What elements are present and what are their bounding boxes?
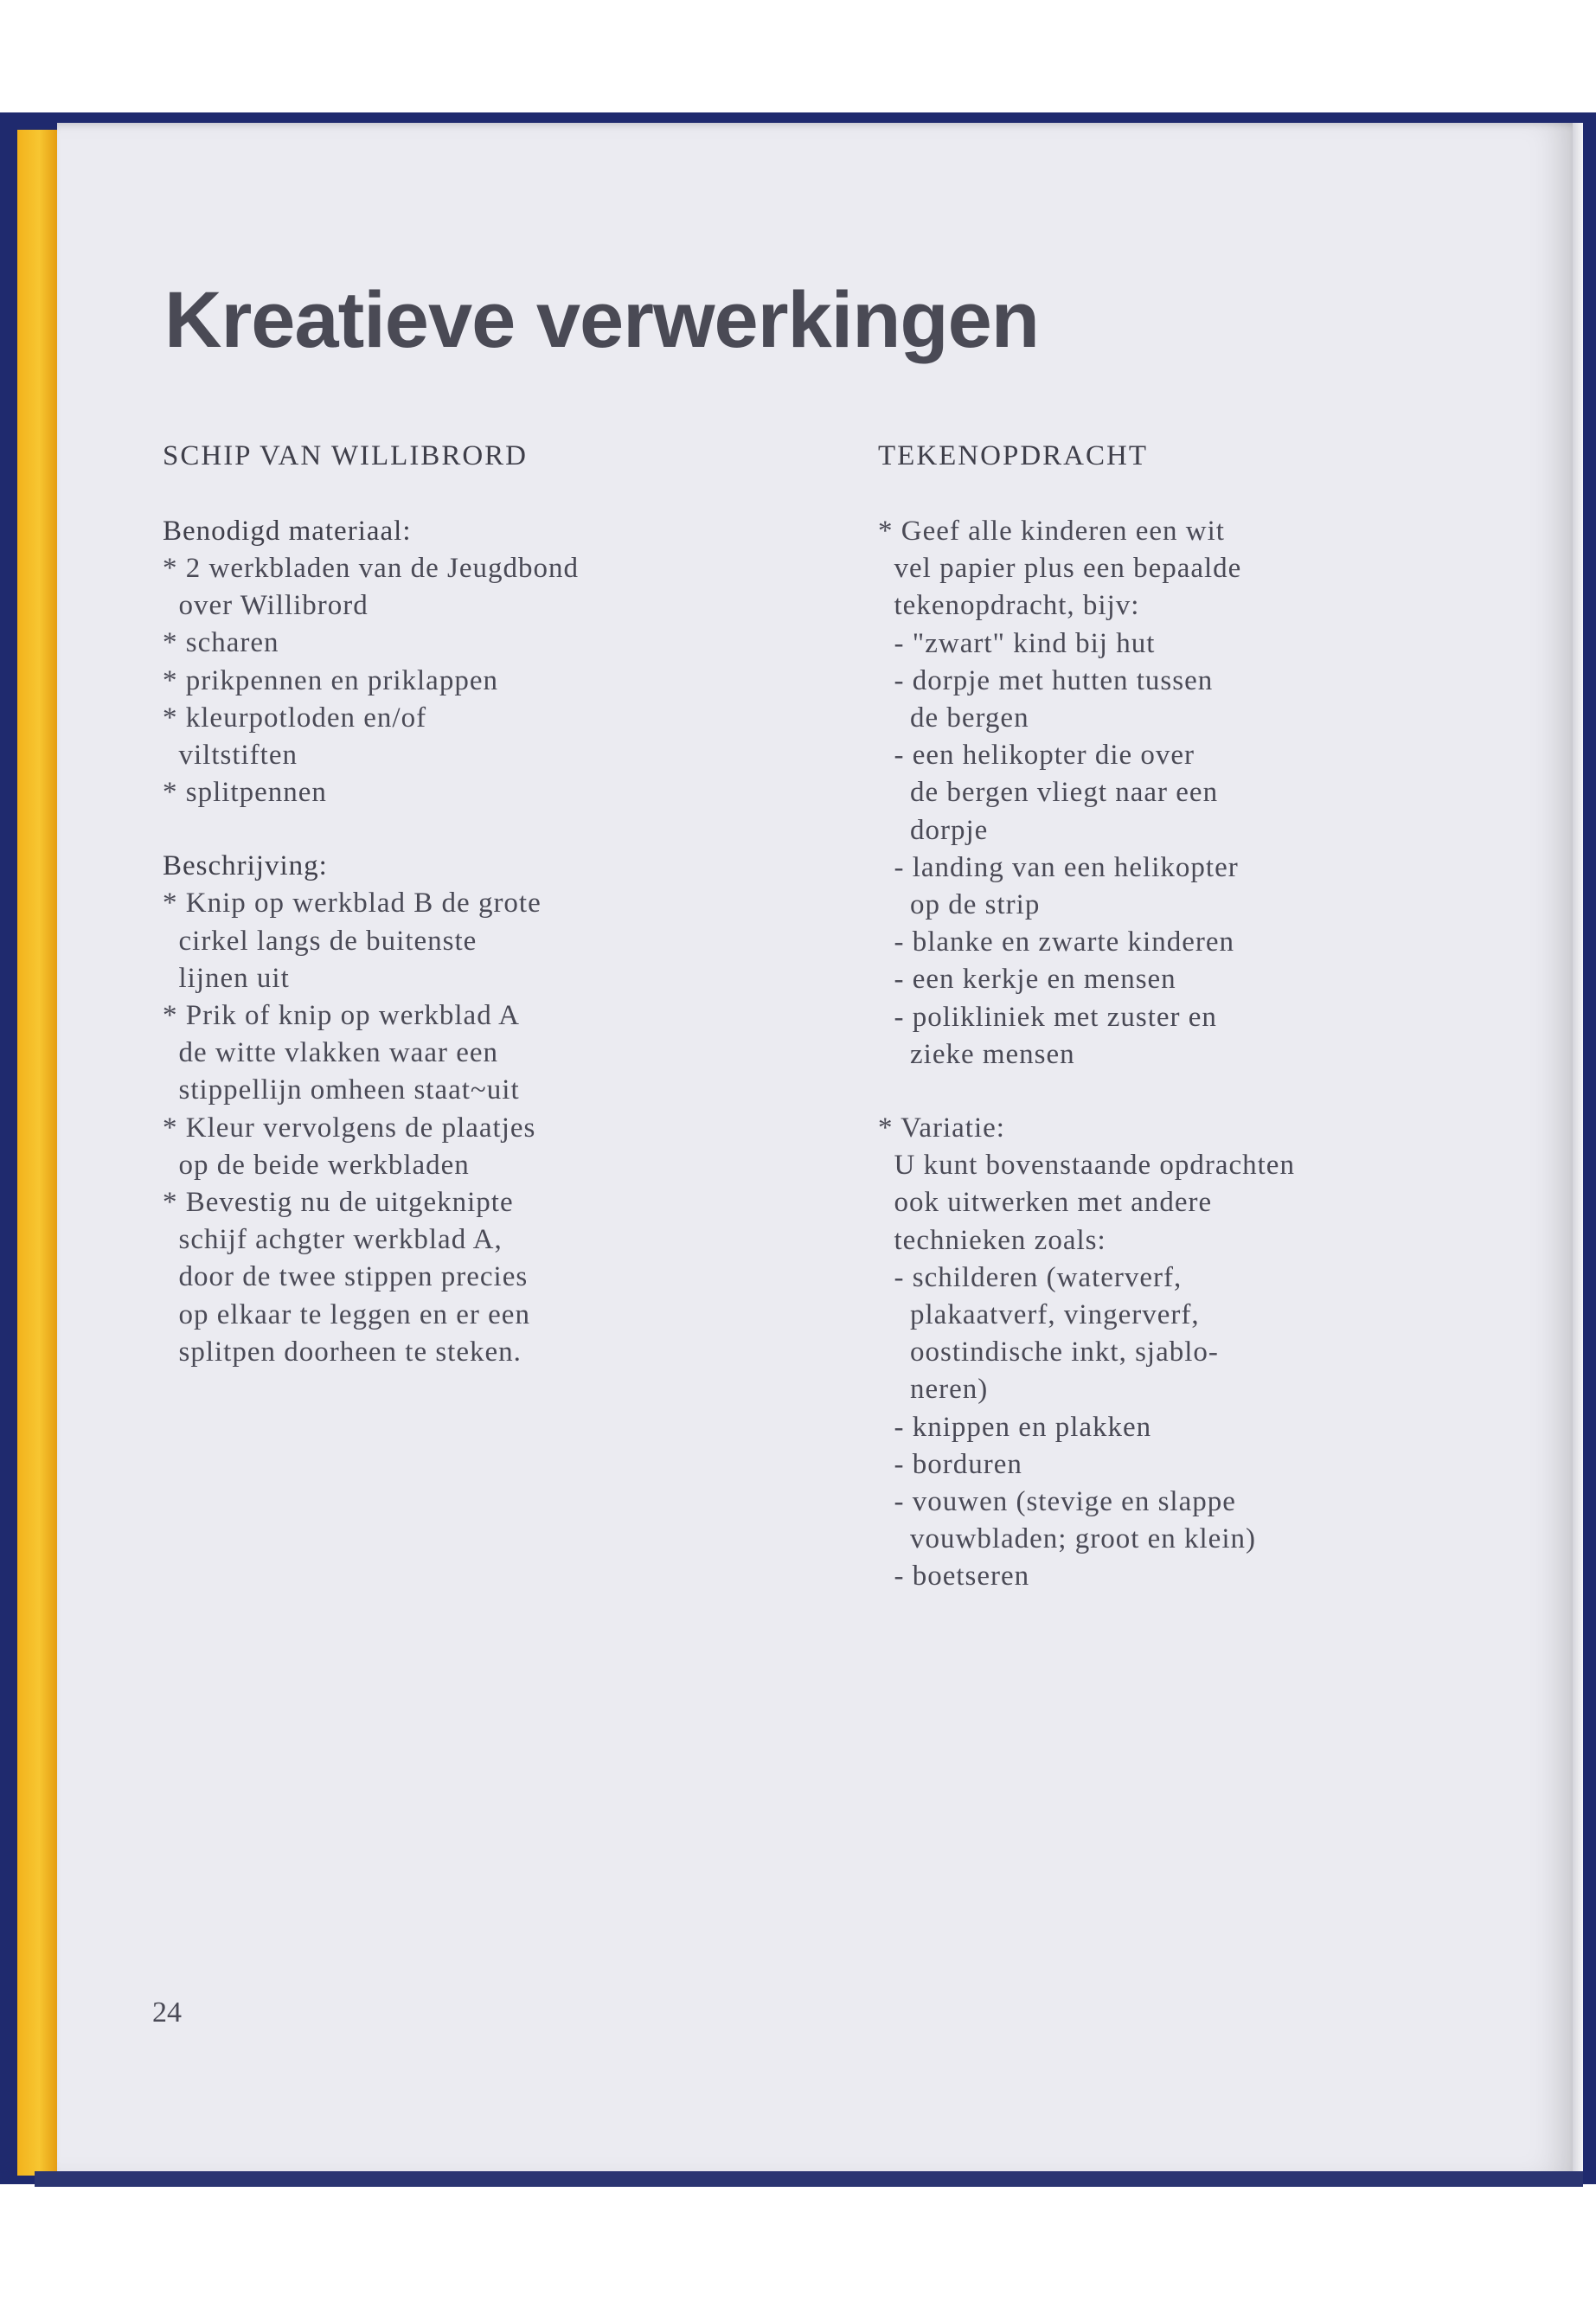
assignment-line: - dorpje met hutten tussen	[878, 664, 1214, 696]
description-line: op de beide werkbladen	[163, 1149, 470, 1181]
materials-line: * 2 werkbladen van de Jeugdbond	[163, 553, 579, 584]
description-line: door de twee stippen precies	[163, 1261, 529, 1293]
assignment-line: zieke mensen	[878, 1038, 1075, 1070]
description-line: * Prik of knip op werkblad A	[163, 1000, 520, 1032]
materials-line: viltstiften	[163, 740, 298, 772]
materials-line: * kleurpotloden en/of	[163, 702, 427, 734]
variation-line: oostindische inkt, sjablo-	[878, 1336, 1219, 1368]
assignment-line: op de strip	[878, 889, 1041, 921]
assignment-line: vel papier plus een bepaalde	[878, 553, 1242, 585]
assignment-line: * Geef alle kinderen een wit	[878, 516, 1225, 547]
materials-label: Benodigd materiaal:	[163, 516, 412, 547]
assignment-line: - blanke en zwarte kinderen	[878, 926, 1234, 958]
variation-line: neren)	[878, 1374, 989, 1406]
assignment-list	[878, 513, 1561, 1074]
assignment-line: - een helikopter die over	[878, 740, 1195, 772]
materials-line: over Willibrord	[163, 590, 369, 622]
assignment-line: tekenopdracht, bijv:	[878, 590, 1140, 622]
description-line: cirkel langs de buitenste	[163, 925, 478, 957]
materials-list	[163, 550, 855, 811]
page-edge	[1573, 123, 1583, 2173]
left-column	[163, 438, 855, 1371]
materials-line: * prikpennen en priklappen	[163, 664, 498, 696]
description-label: Beschrijving:	[163, 850, 328, 882]
variation-line: * Variatie:	[878, 1112, 1005, 1144]
variation-line: - borduren	[878, 1448, 1022, 1480]
description-line: lijnen uit	[163, 962, 290, 994]
description-line: op elkaar te leggen en er een	[163, 1298, 530, 1330]
description-list	[163, 885, 855, 1371]
variation-line: - vouwen (stevige en slappe	[878, 1486, 1236, 1518]
assignment-line: de bergen vliegt naar een	[878, 777, 1219, 809]
variation-line: - schilderen (waterverf,	[878, 1261, 1183, 1293]
page-title: Kreatieve verwerkingen	[164, 276, 1039, 364]
description-line: splitpen doorheen te steken.	[163, 1336, 522, 1368]
assignment-line: - een kerkje en mensen	[878, 964, 1176, 996]
variation-line: - boetseren	[878, 1561, 1030, 1593]
description-line: schijf achgter werkblad A,	[163, 1224, 503, 1256]
materials-line: * splitpennen	[163, 777, 327, 809]
description-line: * Bevestig nu de uitgeknipte	[163, 1187, 514, 1219]
description-line: stippellijn omheen staat~uit	[163, 1074, 520, 1106]
variation-line: technieken zoals:	[878, 1224, 1106, 1256]
section-heading-ship: SCHIP VAN WILLIBRORD	[163, 440, 528, 471]
variation-line: - knippen en plakken	[878, 1411, 1152, 1443]
book-spine-stripe	[17, 130, 57, 2176]
variation-list	[878, 1110, 1561, 1596]
description-line: * Kleur vervolgens de plaatjes	[163, 1112, 536, 1144]
section-heading-drawing: TEKENOPDRACHT	[878, 440, 1148, 471]
description-line: de witte vlakken waar een	[163, 1037, 499, 1069]
assignment-line: - landing van een helikopter	[878, 851, 1239, 883]
materials-line: * scharen	[163, 627, 279, 659]
assignment-line: dorpje	[878, 814, 989, 846]
assignment-line: - polikliniek met zuster en	[878, 1001, 1217, 1033]
assignment-line: - "zwart" kind bij hut	[878, 627, 1156, 659]
description-line: * Knip op werkblad B de grote	[163, 888, 542, 920]
variation-line: ook uitwerken met andere	[878, 1187, 1213, 1219]
variation-line: U kunt bovenstaande opdrachten	[878, 1150, 1295, 1182]
variation-line: vouwbladen; groot en klein)	[878, 1523, 1256, 1555]
right-column	[878, 438, 1561, 1596]
page-number: 24	[152, 1997, 182, 2029]
book-bottom-edge	[35, 2171, 1583, 2187]
assignment-line: de bergen	[878, 702, 1029, 734]
variation-line: plakaatverf, vingerverf,	[878, 1299, 1200, 1331]
